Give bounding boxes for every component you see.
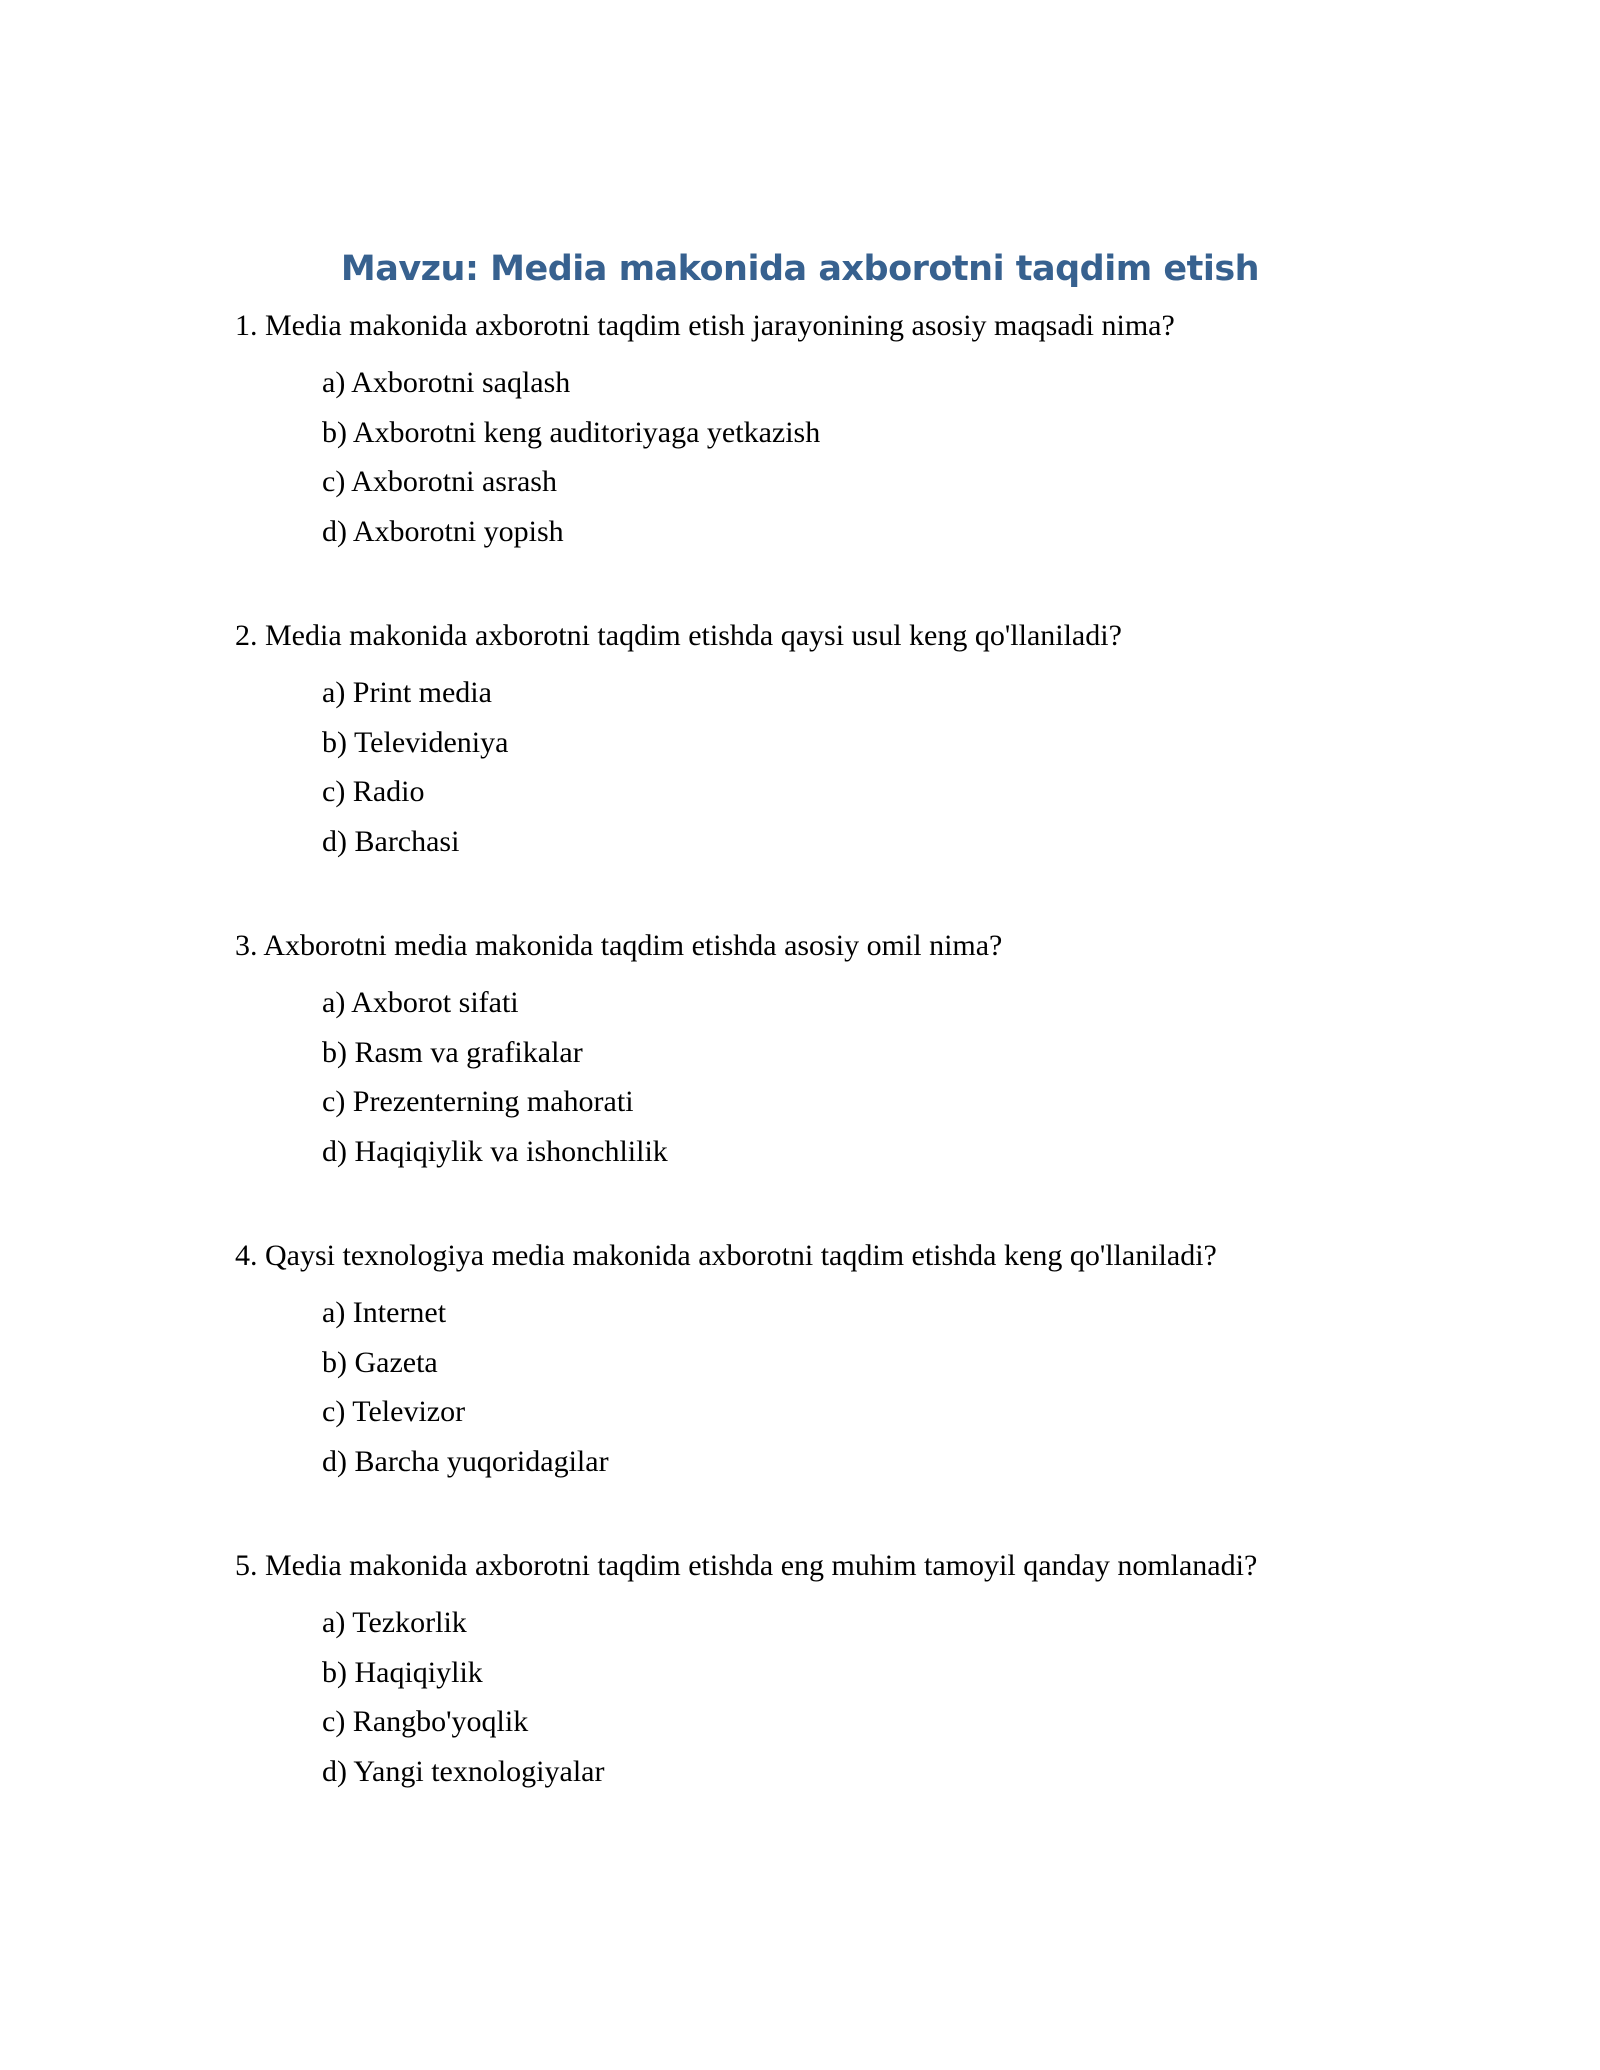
answer-option-a: a) Tezkorlik	[322, 1606, 467, 1639]
answer-option-a: a) Axborotni saqlash	[322, 366, 571, 399]
question-1	[235, 306, 1415, 556]
answer-option-c: c) Televizor	[322, 1395, 466, 1428]
question-text: 1. Media makonida axborotni taqdim etish jarayonining asosiy maqsadi nima?	[235, 309, 1175, 342]
answer-option-d: d) Yangi texnologiyalar	[322, 1754, 605, 1788]
answer-options	[235, 668, 1415, 866]
answer-option-b: b) Rasm va grafikalar	[322, 1035, 583, 1069]
question-2	[235, 616, 1415, 866]
answer-options	[235, 1598, 1415, 1796]
answer-options	[235, 978, 1415, 1176]
answer-option-b: b) Axborotni keng auditoriyaga yetkazish	[322, 415, 821, 449]
answer-option-c: c) Radio	[322, 775, 425, 808]
question-3	[235, 926, 1415, 1176]
question-text: 5. Media makonida axborotni taqdim etishda eng muhim tamoyil qanday nomlanadi?	[235, 1549, 1258, 1582]
answer-option-a: a) Print media	[322, 676, 492, 709]
question-list	[235, 306, 1415, 1856]
answer-option-d: d) Barchasi	[322, 824, 460, 858]
question-4	[235, 1236, 1415, 1486]
answer-options	[235, 358, 1415, 556]
question-text: 4. Qaysi texnologiya media makonida axborotni taqdim etishda keng qo'llaniladi?	[235, 1239, 1217, 1272]
answer-option-b: b) Gazeta	[322, 1345, 438, 1379]
answer-option-a: a) Axborot sifati	[322, 986, 519, 1019]
answer-option-d: d) Axborotni yopish	[322, 514, 564, 548]
question-text: 3. Axborotni media makonida taqdim etishda asosiy omil nima?	[235, 929, 1003, 962]
answer-option-b: b) Haqiqiylik	[322, 1655, 483, 1689]
answer-option-c: c) Axborotni asrash	[322, 465, 557, 498]
question-5	[235, 1546, 1415, 1796]
answer-option-c: c) Rangbo'yoqlik	[322, 1705, 529, 1738]
answer-option-c: c) Prezenterning mahorati	[322, 1085, 634, 1118]
answer-option-b: b) Televideniya	[322, 725, 509, 759]
document-title: Mavzu: Media makonida axborotni taqdim etish	[340, 249, 1260, 289]
question-text: 2. Media makonida axborotni taqdim etishda qaysi usul keng qo'llaniladi?	[235, 619, 1122, 652]
answer-option-a: a) Internet	[322, 1296, 447, 1329]
answer-option-d: d) Haqiqiylik va ishonchlilik	[322, 1134, 668, 1168]
answer-options	[235, 1288, 1415, 1486]
answer-option-d: d) Barcha yuqoridagilar	[322, 1444, 609, 1478]
